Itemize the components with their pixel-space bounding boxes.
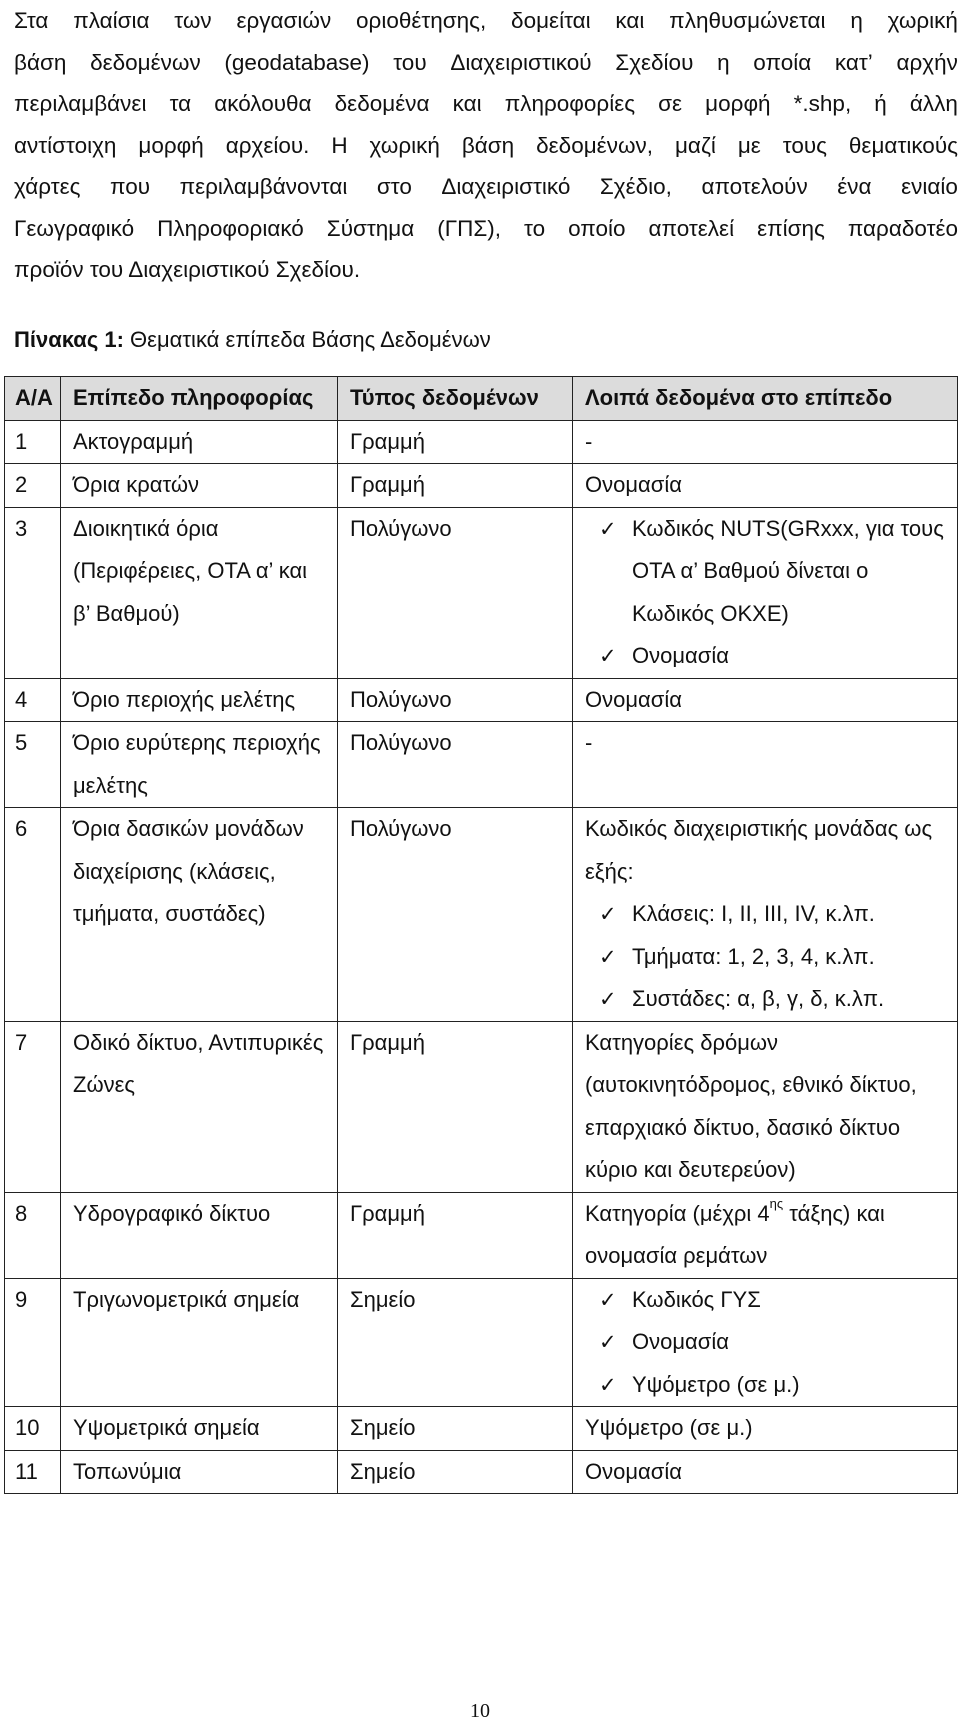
- row-layer: Όρια δασικών μονάδων διαχείρισης (κλάσεις, τμήματα, συστάδες): [61, 808, 338, 1022]
- row-other-data: [573, 1407, 958, 1451]
- caption-text: Θεματικά επίπεδα Βάσης Δεδομένων: [123, 327, 491, 352]
- row-number: 4: [5, 678, 61, 722]
- check-list: [585, 893, 949, 1021]
- header-layer: Επίπεδο πληροφορίας: [61, 377, 338, 421]
- ordinal-suffix: ης: [769, 1195, 784, 1211]
- paragraph-word: τα: [169, 91, 192, 116]
- paragraph-line: [14, 125, 958, 167]
- paragraph-word: ένα: [837, 174, 872, 199]
- paragraph-word: με: [737, 132, 761, 158]
- row-number: 9: [5, 1278, 61, 1407]
- paragraph-word: πλαίσια: [73, 8, 150, 33]
- paragraph-word: μορφή: [138, 132, 204, 158]
- row-layer: Διοικητικά όρια (Περιφέρειες, ΟΤΑ α’ και β’ Βαθμού): [61, 507, 338, 678]
- paragraph-word: περιλαμβάνονται: [179, 174, 348, 199]
- table-header-row: [5, 377, 958, 421]
- table-row: [5, 1021, 958, 1192]
- paragraph-word: Σχεδίου: [615, 49, 694, 75]
- paragraph-word: στο: [376, 174, 412, 199]
- row-layer: Υδρογραφικό δίκτυο: [61, 1192, 338, 1278]
- paragraph-word: σε: [658, 91, 683, 116]
- table-row: [5, 678, 958, 722]
- paragraph-word: και: [615, 8, 645, 33]
- row-layer: Τριγωνομετρικά σημεία: [61, 1278, 338, 1407]
- table-row: [5, 1278, 958, 1407]
- other-text: Υψόμετρο (σε μ.): [585, 1415, 753, 1440]
- paragraph-line: [14, 42, 958, 84]
- paragraph-line: [14, 166, 958, 208]
- other-text: Κατηγορίες δρόμων (αυτοκινητόδρομος, εθνικό δίκτυο, επαρχιακό δίκτυο, δασικό δίκτυο κύριο και δευτερεύον): [585, 1029, 917, 1182]
- table-row: [5, 507, 958, 678]
- row-other-data: [573, 678, 958, 722]
- paragraph-word: (geodatabase): [224, 49, 370, 75]
- paragraph-word: δεδομένων,: [536, 132, 654, 158]
- paragraph-word: τους: [782, 132, 827, 158]
- paragraph-word: και: [452, 91, 482, 116]
- check-item: ✓ Τμήματα: 1, 2, 3, 4, κ.λπ.: [585, 936, 949, 979]
- paragraph-word: κατ’: [834, 49, 873, 75]
- table-row: [5, 464, 958, 508]
- paragraph-word: που: [110, 174, 151, 199]
- paragraph-word: Διαχειριστικού: [450, 49, 592, 75]
- check-item: ✓ Υψόμετρο (σε μ.): [585, 1364, 949, 1407]
- paragraph-word: δεδομένων: [90, 49, 201, 75]
- row-type: Σημείο: [338, 1278, 573, 1407]
- row-number: 5: [5, 722, 61, 808]
- paragraph-word: χάρτες: [14, 174, 81, 199]
- paragraph-word: ή: [874, 91, 887, 116]
- paragraph-word: πληροφορίες: [504, 91, 636, 116]
- row-type: Γραμμή: [338, 420, 573, 464]
- intro-paragraph: [14, 0, 958, 291]
- row-type: Πολύγωνο: [338, 722, 573, 808]
- table-row: [5, 1407, 958, 1451]
- table-row: [5, 1450, 958, 1494]
- row-other-data: [573, 808, 958, 1022]
- paragraph-word: εργασιών: [236, 8, 332, 33]
- row-layer: Τοπωνύμια: [61, 1450, 338, 1494]
- paragraph-word: το: [524, 215, 546, 241]
- paragraph-word: Η: [331, 132, 348, 158]
- paragraph-word: Γεωγραφικό: [14, 215, 135, 241]
- table-caption: [14, 322, 491, 358]
- caption-label: Πίνακας 1:: [14, 327, 124, 352]
- paragraph-word: βάση: [461, 132, 515, 158]
- paragraph-word: Σχέδιο,: [599, 174, 672, 199]
- check-item: ✓ Κωδικός NUTS(GRxxx, για τους ΟΤΑ α’ Βαθμού δίνεται ο Κωδικός ΟΚΧΕ): [585, 508, 949, 636]
- row-number: 6: [5, 808, 61, 1022]
- row-other-data: [573, 722, 958, 808]
- row-number: 1: [5, 420, 61, 464]
- row-number: 3: [5, 507, 61, 678]
- row-type: Πολύγωνο: [338, 507, 573, 678]
- row-other-data: [573, 1278, 958, 1407]
- row-number: 10: [5, 1407, 61, 1451]
- paragraph-word: άλλη: [909, 91, 958, 116]
- check-item: ✓ Ονομασία: [585, 635, 949, 678]
- table-row: [5, 808, 958, 1022]
- other-text: Ονομασία: [585, 686, 682, 712]
- check-list: [585, 508, 949, 678]
- paragraph-line: [14, 208, 958, 250]
- paragraph-word: Σύστημα: [326, 215, 415, 241]
- paragraph-word: δομείται: [511, 8, 591, 33]
- check-list: [585, 1279, 949, 1407]
- row-other-data: [573, 1192, 958, 1278]
- paragraph-word: οποίο: [568, 215, 626, 241]
- paragraph-word: παραδοτέο: [847, 215, 958, 241]
- row-type: Σημείο: [338, 1407, 573, 1451]
- paragraph-word: οποία: [753, 49, 812, 75]
- header-no: Α/Α: [5, 377, 61, 421]
- paragraph-word: αντίστοιχη: [14, 132, 117, 158]
- header-type: Τύπος δεδομένων: [338, 377, 573, 421]
- row-other-data: [573, 420, 958, 464]
- row-number: 7: [5, 1021, 61, 1192]
- other-text: Ονομασία: [585, 472, 682, 497]
- row-number: 2: [5, 464, 61, 508]
- row-layer: Υψομετρικά σημεία: [61, 1407, 338, 1451]
- other-text: τάξης) και ονομασία ρεμάτων: [585, 1200, 885, 1268]
- paragraph-line: προϊόν του Διαχειριστικού Σχεδίου.: [14, 257, 361, 282]
- row-other-data: [573, 1450, 958, 1494]
- paragraph-word: ενιαίο: [901, 174, 958, 199]
- row-layer: Ακτογραμμή: [61, 420, 338, 464]
- table-row: [5, 1192, 958, 1278]
- paragraph-word: βάση: [14, 49, 67, 75]
- other-text: -: [585, 730, 593, 755]
- paragraph-word: Στα: [14, 8, 49, 33]
- paragraph-word: αρχείου.: [225, 132, 310, 158]
- paragraph-word: χωρική: [887, 8, 958, 33]
- paragraph-word: δεδομένα: [334, 91, 430, 116]
- layers-table: [4, 376, 958, 1494]
- other-text: Κατηγορία (μέχρι 4: [585, 1200, 770, 1226]
- paragraph-word: αποτελεί: [648, 215, 735, 241]
- row-number: 11: [5, 1450, 61, 1494]
- row-other-data: [573, 464, 958, 508]
- paragraph-line: [14, 83, 958, 125]
- paragraph-word: οριοθέτησης,: [356, 8, 487, 33]
- row-layer: Όρια κρατών: [61, 464, 338, 508]
- paragraph-word: μαζί: [674, 132, 716, 158]
- paragraph-word: μορφή: [705, 91, 771, 116]
- paragraph-word: επίσης: [757, 215, 825, 241]
- row-type: Σημείο: [338, 1450, 573, 1494]
- row-number: 8: [5, 1192, 61, 1278]
- other-text: -: [585, 428, 593, 454]
- paragraph-word: περιλαμβάνει: [14, 91, 147, 116]
- paragraph-word: ακόλουθα: [214, 91, 312, 116]
- paragraph-word: των: [174, 8, 212, 33]
- paragraph-line: [14, 0, 958, 42]
- check-item: ✓ Συστάδες: α, β, γ, δ, κ.λπ.: [585, 978, 949, 1021]
- row-layer: Όριο περιοχής μελέτης: [61, 678, 338, 722]
- table-row: [5, 722, 958, 808]
- other-text: Ονομασία: [585, 1458, 682, 1484]
- page-number: 10: [470, 1700, 490, 1722]
- paragraph-word: (ΓΠΣ),: [437, 215, 502, 241]
- row-other-data: [573, 507, 958, 678]
- paragraph-word: *.shp,: [793, 91, 852, 116]
- row-type: Γραμμή: [338, 1021, 573, 1192]
- check-item: ✓ Κλάσεις: I, II, III, IV, κ.λπ.: [585, 893, 949, 936]
- row-type: Γραμμή: [338, 464, 573, 508]
- paragraph-word: Διαχειριστικό: [441, 174, 571, 199]
- paragraph-word: θεματικούς: [848, 132, 958, 158]
- paragraph-word: Πληροφοριακό: [157, 215, 304, 241]
- paragraph-word: η: [850, 8, 863, 33]
- row-layer: Οδικό δίκτυο, Αντιπυρικές Ζώνες: [61, 1021, 338, 1192]
- paragraph-word: αρχήν: [896, 49, 958, 75]
- other-text: Κωδικός διαχειριστικής μονάδας ως εξής:: [585, 816, 933, 884]
- row-other-data: [573, 1021, 958, 1192]
- table-row: [5, 420, 958, 464]
- paragraph-word: χωρική: [369, 132, 440, 158]
- row-type: Πολύγωνο: [338, 678, 573, 722]
- header-other: Λοιπά δεδομένα στο επίπεδο: [573, 377, 958, 421]
- paragraph-word: πληθυσμώνεται: [669, 8, 826, 33]
- paragraph-word: του: [393, 49, 427, 75]
- paragraph-word: η: [717, 49, 730, 75]
- paragraph-word: αποτελούν: [701, 174, 808, 199]
- row-type: Γραμμή: [338, 1192, 573, 1278]
- check-item: ✓ Ονομασία: [585, 1321, 949, 1364]
- row-type: Πολύγωνο: [338, 808, 573, 1022]
- check-item: ✓ Κωδικός ΓΥΣ: [585, 1279, 949, 1322]
- row-layer: Όριο ευρύτερης περιοχής μελέτης: [61, 722, 338, 808]
